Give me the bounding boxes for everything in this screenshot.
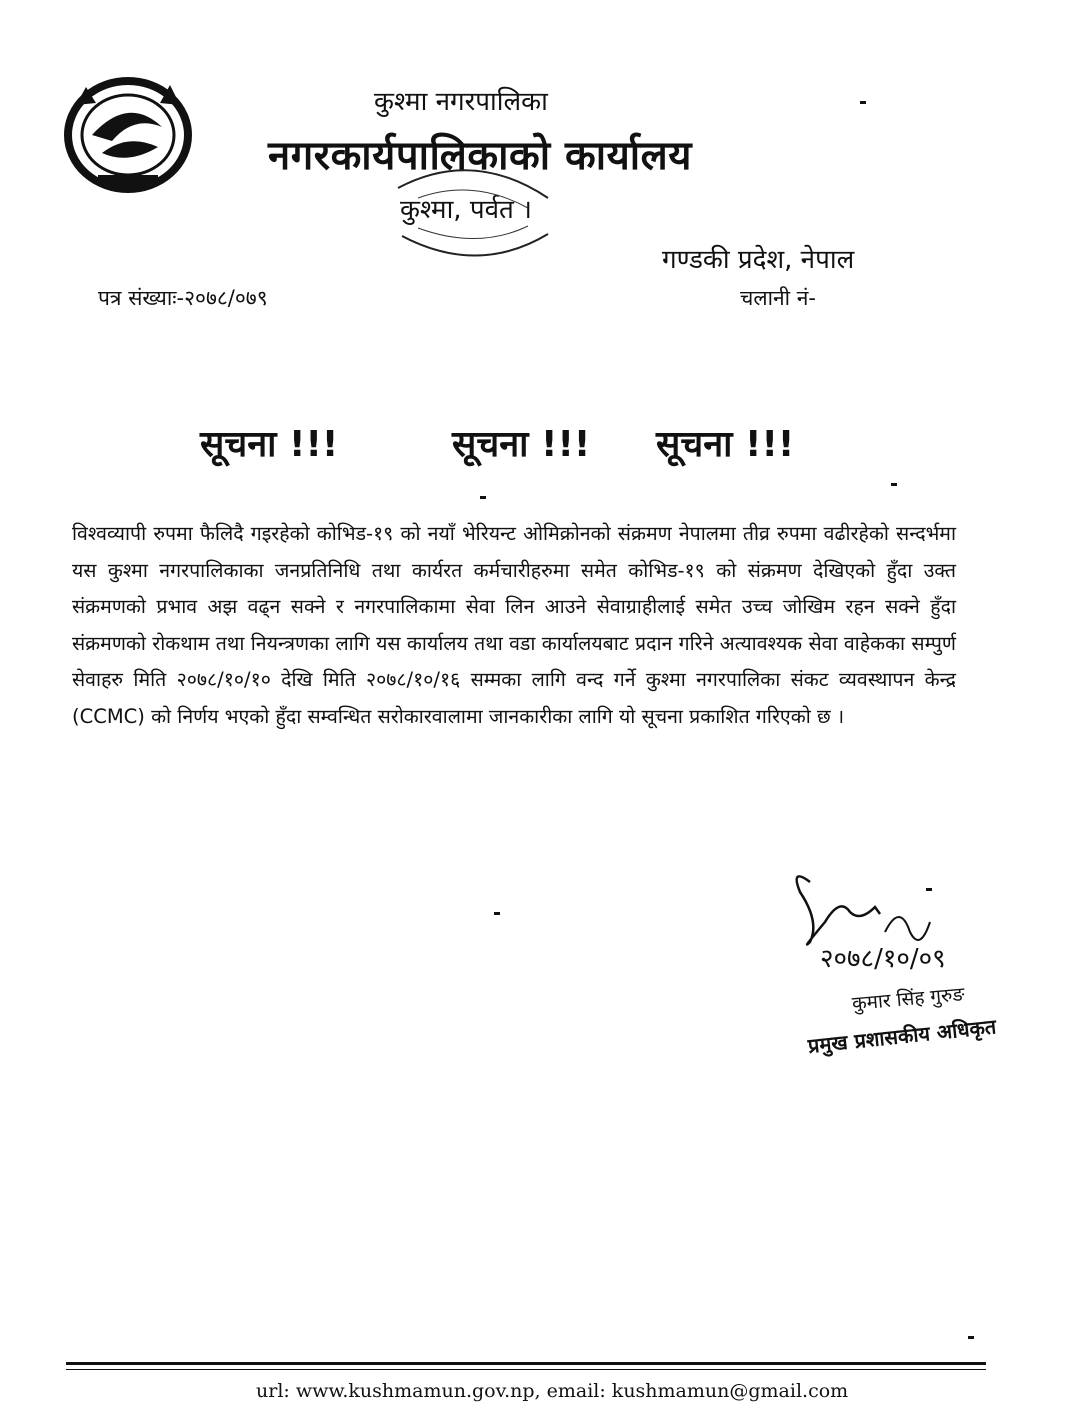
signature-date: २०७८/१०/०९ <box>820 944 946 972</box>
signer-title: प्रमुख प्रशासकीय अधिकृत <box>806 1014 998 1058</box>
municipality-name: कुश्मा नगरपालिका <box>374 87 548 117</box>
footer-divider <box>66 1362 986 1365</box>
notice-body: विश्वव्यापी रुपमा फैलिदै गइरहेको कोभिड-१९ को नयाँ भेरियन्ट ओमिक्रोनको संक्रमण नेपालमा तीव्र रुपमा वढीरहेको सन्दर्भमा यस कुश्मा नगरपालिकाका जनप्रतिनिधि तथा कार्यरत कर्मचारीहरुमा समेत कोभिड-१९ को संक्रमण देखिएको हुँदा उक्त संक्रमणको प्रभाव अझ वढ्न सक्ने र नगरपालिकामा सेवा लिन आउने सेवाग्राहीलाई समेत उच्च जोखिम रहन सक्ने हुँदा संक्रमणको रोकथाम तथा नियन्त्रणका लागि यस कार्यालय तथा वडा कार्यालयबाट प्रदान गरिने अत्यावश्यक सेवा वाहेकका सम्पुर्ण सेवाहरु मिति २०७८/१०/१० देखि मिति २०७८/१०/१६ सम्मका लागि वन्द गर्ने कुश्मा नगरपालिका संकट व्यवस्थापन केन्द्र (CCMC) को निर्णय भएको हुँदा सम्वन्धित सरोकारवालामा जानकारीका लागि यो सूचना प्रकाशित गरिएको छ । <box>72 522 956 728</box>
speck <box>891 483 897 486</box>
province-address: गण्डकी प्रदेश, नेपाल <box>662 245 855 275</box>
footer-divider <box>66 1369 986 1370</box>
speck <box>968 1336 974 1339</box>
nepal-emblem-icon <box>62 75 194 193</box>
letter-number: पत्र संख्याः-२०७८/०७९ <box>98 286 268 310</box>
speck <box>860 101 866 104</box>
speck <box>480 496 486 499</box>
footer-contact: url: www.kushmamun.gov.np, email: kushmamun@gmail.com <box>256 1380 849 1402</box>
office-location: कुश्मा, पर्वत । <box>400 195 532 225</box>
signature-scribble-icon <box>780 862 1010 972</box>
signer-name: कुमार सिंह गुरुङ <box>851 983 966 1015</box>
notice-heading: सूचना !!! <box>656 424 795 465</box>
notice-heading: सूचना !!! <box>200 424 339 465</box>
speck <box>926 888 932 891</box>
notice-heading: सूचना !!! <box>452 424 591 465</box>
office-stamp-icon <box>388 158 558 268</box>
office-name: नगरकार्यपालिकाको कार्यालय <box>268 133 692 179</box>
dispatch-number: चलानी नं- <box>740 286 817 310</box>
speck <box>494 912 500 915</box>
